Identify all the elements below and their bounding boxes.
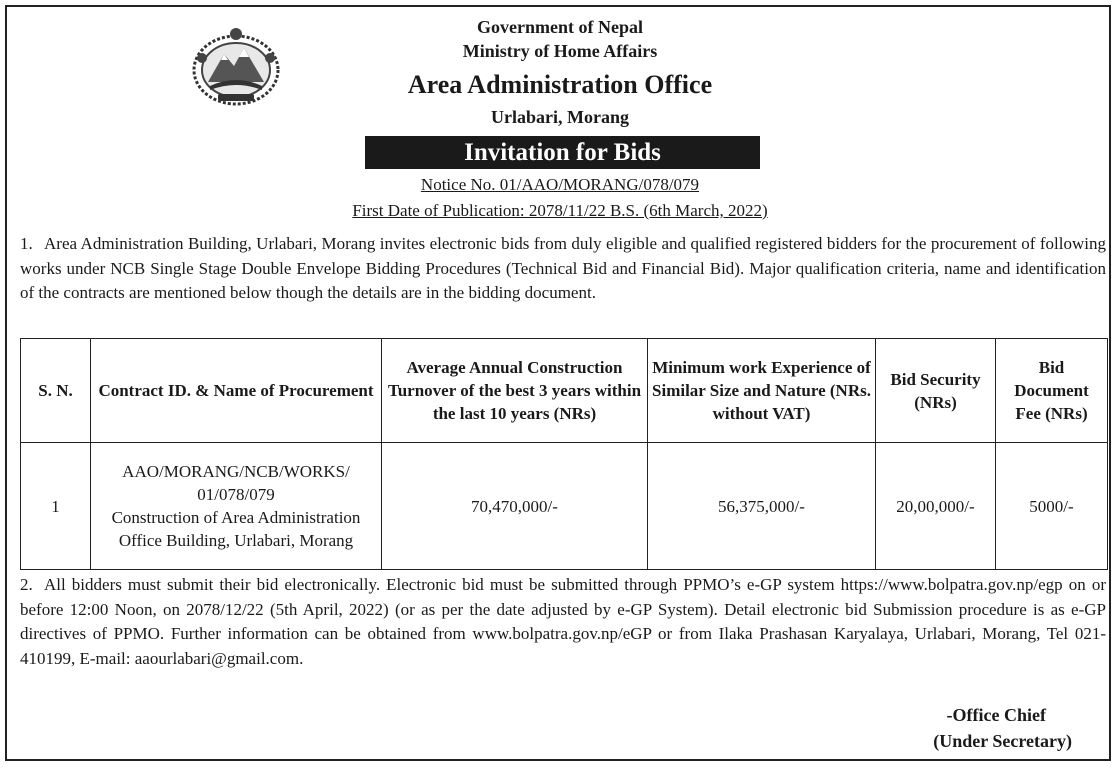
signature-designation: (Under Secretary) bbox=[933, 731, 1072, 751]
cell-turnover: 70,470,000/- bbox=[382, 443, 648, 570]
paragraph-2 bbox=[20, 573, 1106, 671]
header-contract: Contract ID. & Name of Procurement bbox=[91, 339, 382, 443]
contract-name: Construction of Area Administration Office Building, Urlabari, Morang bbox=[111, 508, 361, 550]
notice-number: Notice No. 01/AAO/MORANG/078/079 bbox=[420, 175, 700, 194]
invitation-banner: Invitation for Bids bbox=[365, 136, 760, 169]
paragraph-1-text: Area Administration Building, Urlabari, Morang invites electronic bids from duly eligible and qualified registered bidders for the procurement of following works under NCB Single Stage Double Envelope Bidding Procedures (Technical Bid and Financial Bid). Major qualification criteria, name and identification of the contracts are mentioned below though the details are in the bidding document. bbox=[20, 234, 1106, 302]
contracts-table bbox=[20, 338, 1108, 570]
paragraph-2-number: 2. bbox=[20, 575, 33, 594]
header-security: Bid Security (NRs) bbox=[876, 339, 996, 443]
cell-experience: 56,375,000/- bbox=[648, 443, 876, 570]
paragraph-1 bbox=[20, 232, 1106, 306]
paragraph-2-text: All bidders must submit their bid electronically. Electronic bid must be submitted through PPMO’s e-GP system https://www.bolpatra.gov.np/egp on or before 12:00 Noon, on 2078/12/22 (5th April, 2022) (or as per the date adjusted by e-GP System). Detail electronic bid Submission procedure is as e-GP directives of PPMO. Further information can be obtained from www.bolpatra.gov.np/eGP or from Ilaka Prashasan Karyalaya, Urlabari, Morang, Tel 021-410199, E-mail: aaourlabari@gmail.com. bbox=[20, 575, 1106, 668]
header-sn: S. N. bbox=[21, 339, 91, 443]
publication-date: First Date of Publication: 2078/11/22 B.S. (6th March, 2022) bbox=[352, 201, 768, 220]
cell-security: 20,00,000/- bbox=[876, 443, 996, 570]
table-row bbox=[21, 443, 1108, 570]
signature-title: -Office Chief bbox=[946, 705, 1046, 725]
header-fee: Bid Document Fee (NRs) bbox=[996, 339, 1108, 443]
cell-fee: 5000/- bbox=[996, 443, 1108, 570]
table-header-row bbox=[21, 339, 1108, 443]
header-turnover: Average Annual Construction Turnover of the best 3 years within the last 10 years (NRs) bbox=[382, 339, 648, 443]
office-location: Urlabari, Morang bbox=[491, 107, 629, 127]
cell-contract bbox=[91, 443, 382, 570]
paragraph-1-number: 1. bbox=[20, 234, 33, 253]
cell-sn: 1 bbox=[21, 443, 91, 570]
office-title: Area Administration Office bbox=[407, 70, 713, 99]
government-title: Government of Nepal bbox=[477, 17, 643, 37]
header-experience: Minimum work Experience of Similar Size and Nature (NRs. without VAT) bbox=[648, 339, 876, 443]
contract-id: AAO/MORANG/NCB/WORKS/ 01/078/079 bbox=[122, 462, 350, 504]
ministry-title: Ministry of Home Affairs bbox=[462, 41, 658, 61]
